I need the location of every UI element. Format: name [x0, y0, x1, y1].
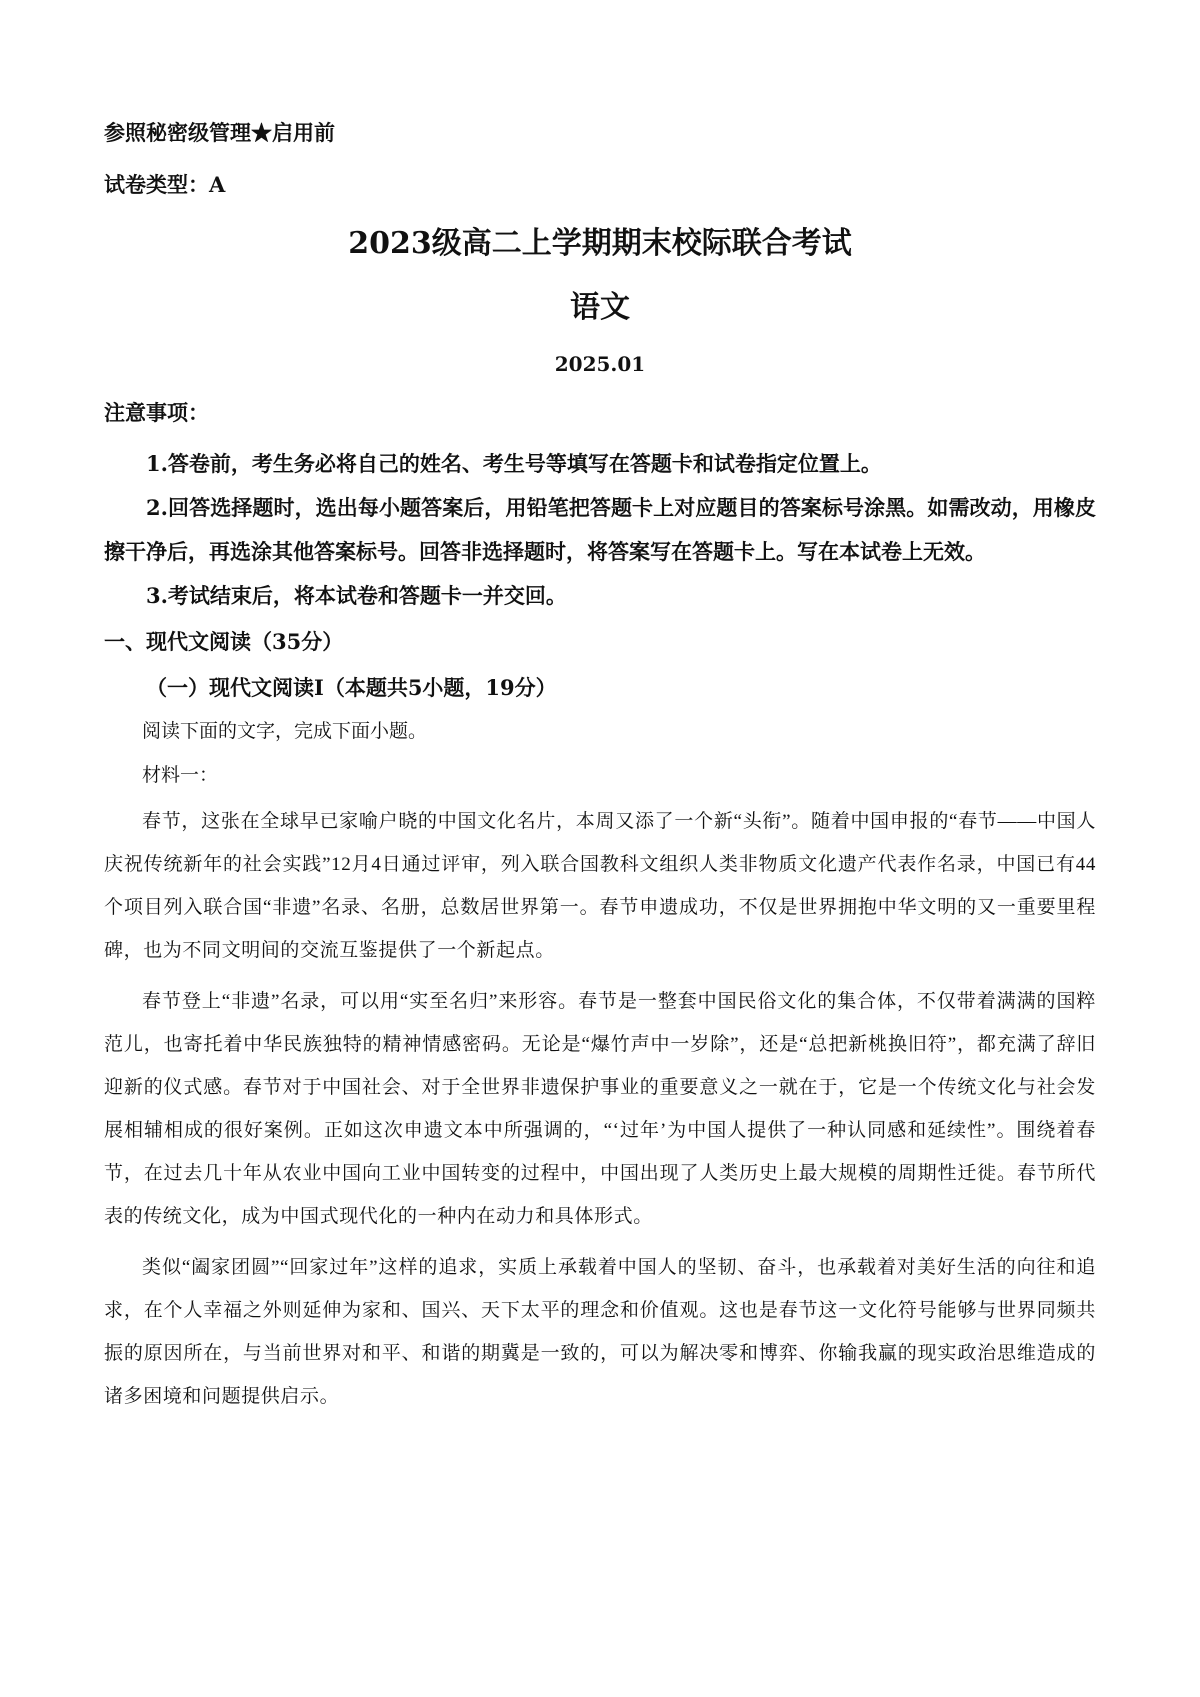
subsection-heading: （一）现代文阅读Ⅰ（本题共5小题，19分） — [146, 675, 557, 700]
material-label: 材料一： — [142, 765, 219, 786]
notice-item-1: 1.答卷前，考生务必将自己的姓名、考生号等填写在答题卡和试卷指定位置上。 — [146, 451, 882, 476]
confidentiality-label: 参照秘密级管理★启用前 — [104, 120, 335, 145]
notice-heading: 注意事项： — [104, 400, 209, 425]
exam-title: 2023级高二上学期期末校际联合考试 — [348, 226, 852, 261]
material-paragraph-1: 春节，这张在全球早已家喻户晓的中国文化名片，本周又添了一个新“头衔”。随着中国申报的“春节——中国人庆祝传统新年的社会实践”12月4日通过评审，列入联合国教科文组织人类非物质文化遗产代表作名录，中国已有44个项目列入联合国“非遗”名录、名册，总数居世界第一。春节申遗成功，不仅是世界拥抱中华文明的又一重要里程碑，也为不同文明间的交流互鉴提供了一个新起点。 — [104, 811, 1096, 961]
paper-type-label: 试卷类型：A — [104, 172, 226, 197]
section-heading: 一、现代文阅读（35分） — [104, 629, 344, 654]
reading-instruction: 阅读下面的文字，完成下面小题。 — [142, 721, 428, 742]
material-paragraph-3: 类似“阖家团圆”“回家过年”这样的追求，实质上承载着中国人的坚韧、奋斗，也承载着对美好生活的向往和追求，在个人幸福之外则延伸为家和、国兴、天下太平的理念和价值观。这也是春节这一文化符号能够与世界同频共振的原因所在，与当前世界对和平、和谐的期冀是一致的，可以为解决零和博弈、你输我赢的现实政治思维造成的诸多困境和问题提供启示。 — [104, 1257, 1096, 1407]
notice-item-3: 3.考试结束后，将本试卷和答题卡一并交回。 — [146, 583, 567, 608]
exam-date: 2025.01 — [554, 352, 646, 376]
notice-item-2: 2.回答选择题时，选出每小题答案后，用铅笔把答题卡上对应题目的答案标号涂黑。如需改动，用橡皮擦干净后，再选涂其他答案标号。回答非选择题时，将答案写在答题卡上。写在本试卷上无效。 — [104, 495, 1096, 564]
exam-subject: 语文 — [570, 290, 630, 325]
material-paragraph-2: 春节登上“非遗”名录，可以用“实至名归”来形容。春节是一整套中国民俗文化的集合体，不仅带着满满的国粹范儿，也寄托着中华民族独特的精神情感密码。无论是“爆竹声中一岁除”，还是“总把新桃换旧符”，都充满了辞旧迎新的仪式感。春节对于中国社会、对于全世界非遗保护事业的重要意义之一就在于，它是一个传统文化与社会发展相辅相成的很好案例。正如这次申遗文本中所强调的，“‘过年’为中国人提供了一种认同感和延续性”。围绕着春节，在过去几十年从农业中国向工业中国转变的过程中，中国出现了人类历史上最大规模的周期性迁徙。春节所代表的传统文化，成为中国式现代化的一种内在动力和具体形式。 — [104, 991, 1096, 1227]
